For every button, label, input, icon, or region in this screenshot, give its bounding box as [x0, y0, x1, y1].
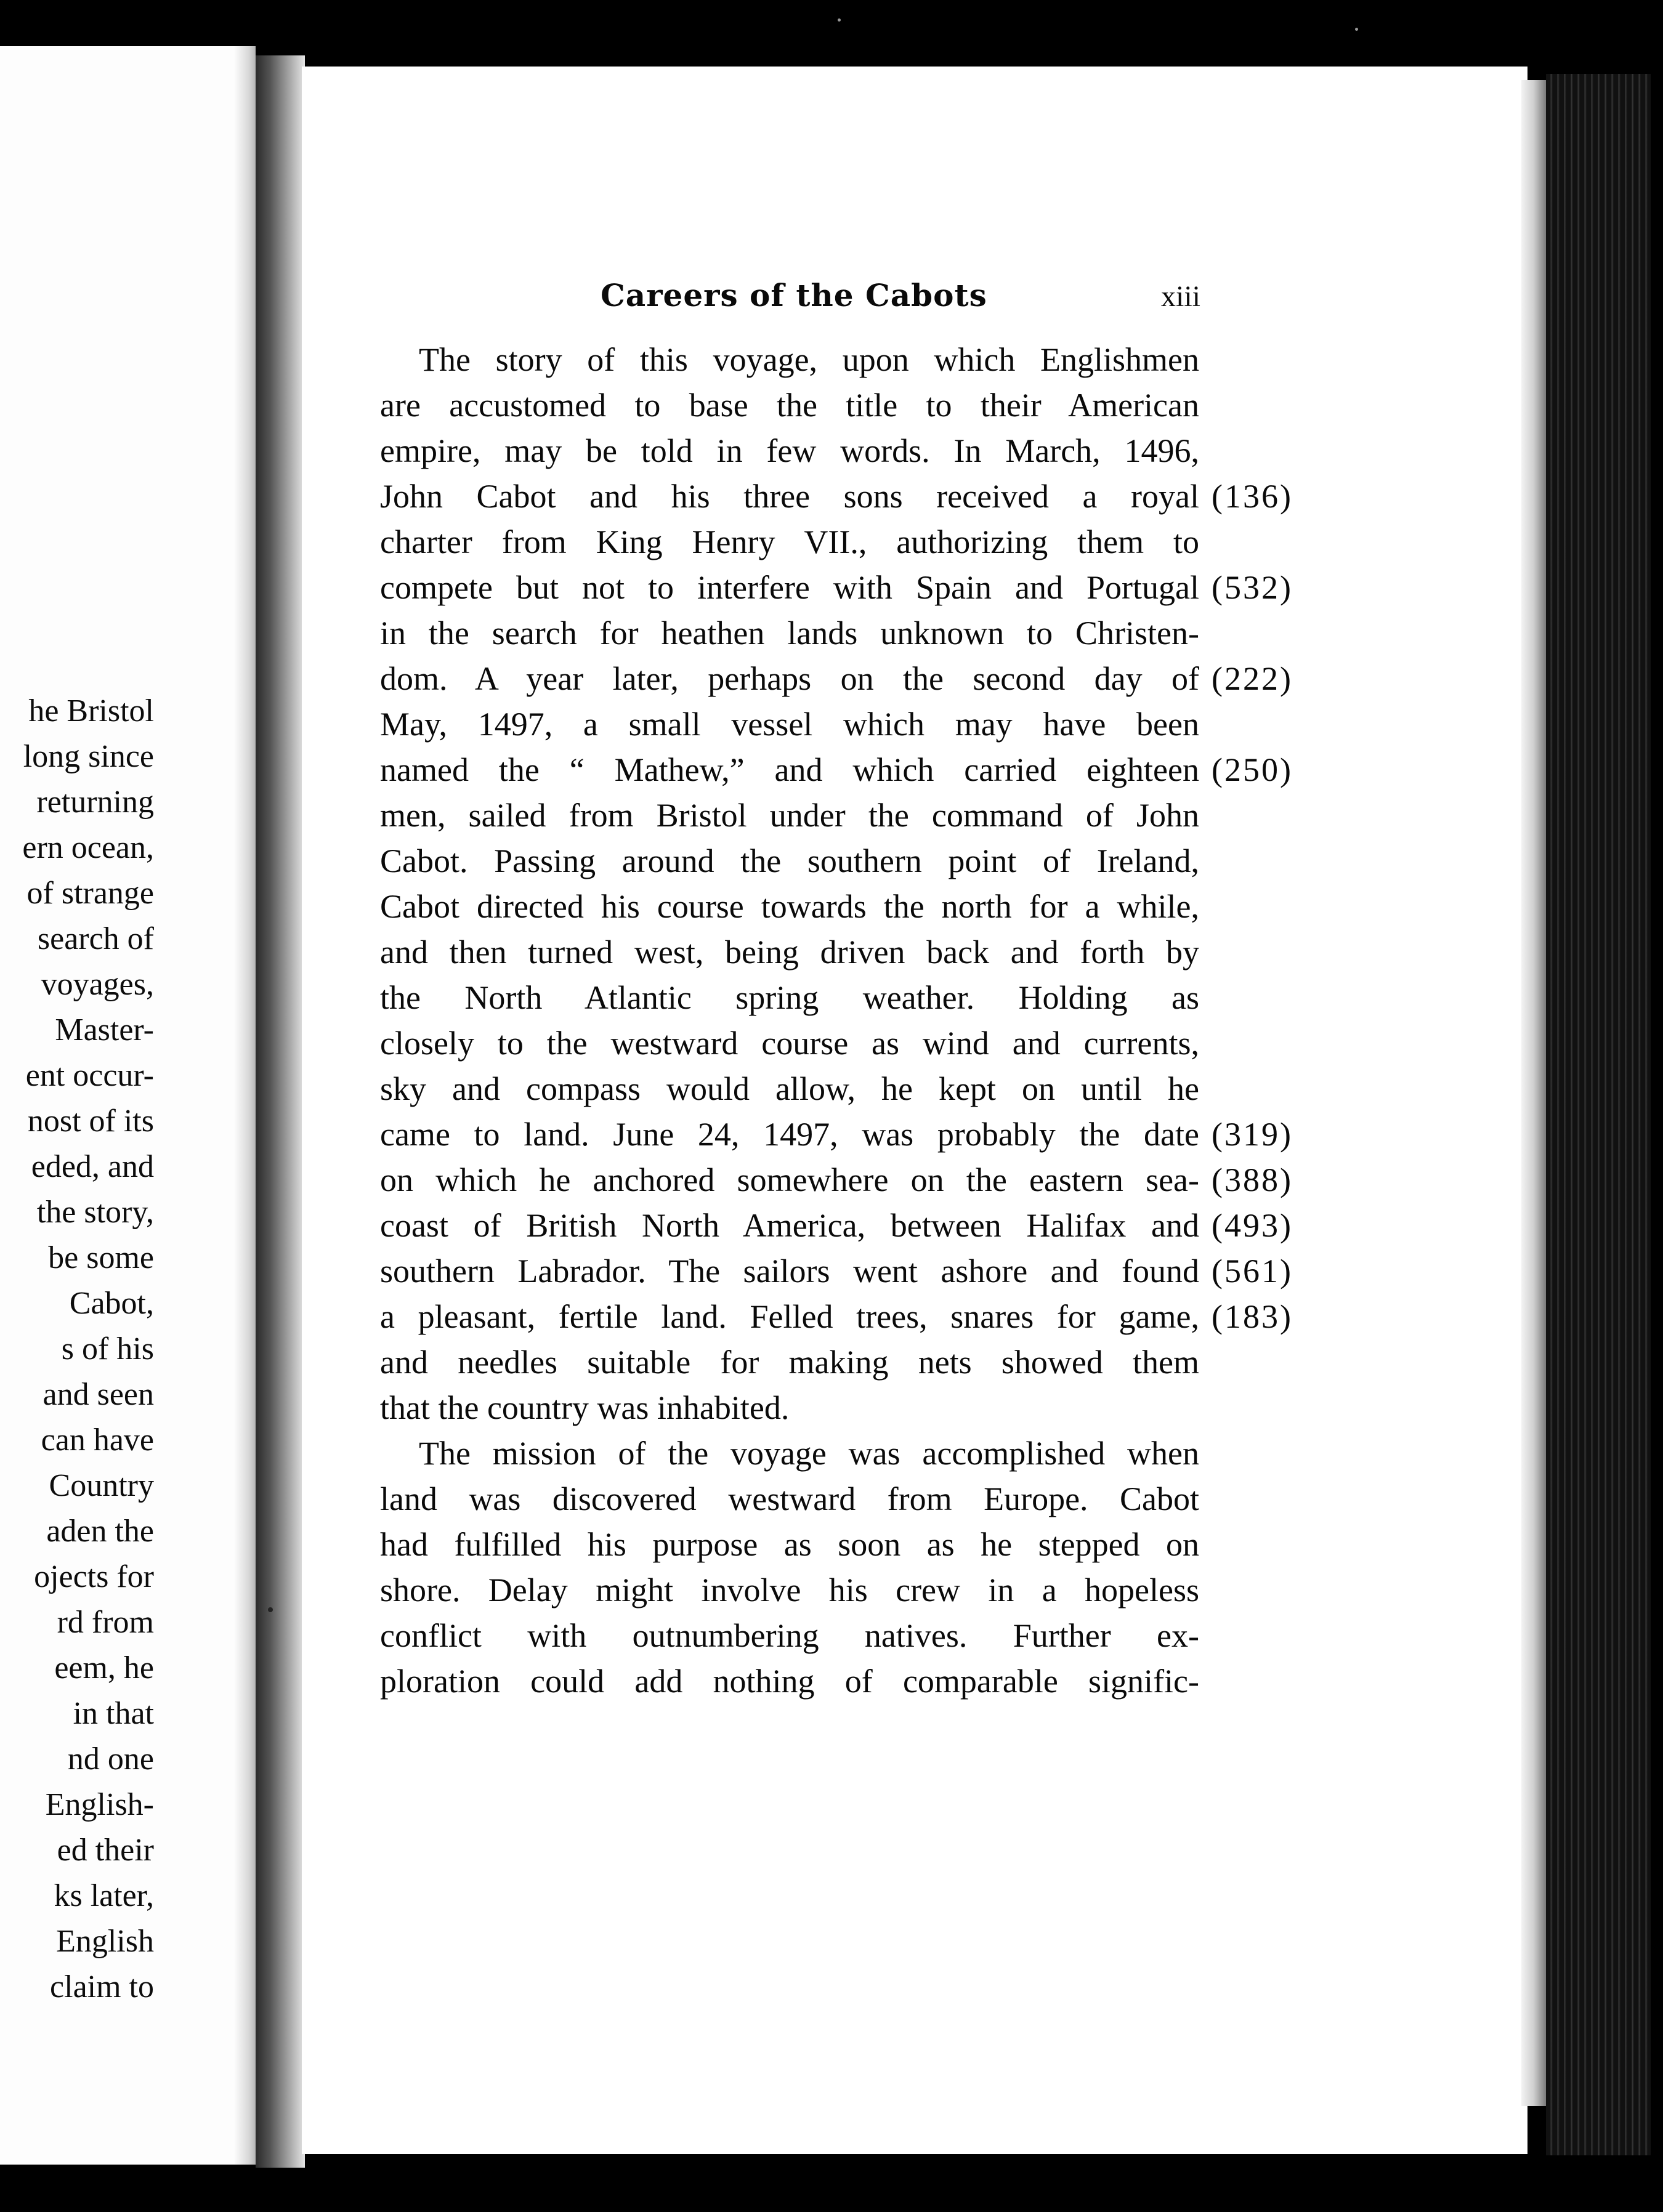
- margin-reference: (561): [1212, 1253, 1293, 1290]
- body-text-line: and needles suitable for making nets showed them: [380, 1344, 1199, 1381]
- left-page-line: aden the: [46, 1514, 154, 1549]
- margin-reference: (493): [1212, 1207, 1293, 1244]
- left-page-line: can have: [41, 1423, 154, 1458]
- body-text-line: ploration could add nothing of comparable signific-: [380, 1663, 1199, 1700]
- body-text-line: The story of this voyage, upon which Englishmen: [419, 341, 1199, 378]
- body-text-line: charter from King Henry VII., authorizing them to: [380, 523, 1199, 560]
- left-page-line: the story,: [36, 1195, 154, 1230]
- left-page-line: ern ocean,: [22, 830, 154, 865]
- left-page-shadow: [234, 46, 259, 2165]
- body-text-line: had fulfilled his purpose as soon as he stepped on: [380, 1526, 1199, 1563]
- left-page-line: English: [56, 1924, 154, 1959]
- body-text-line: compete but not to interfere with Spain and Portugal: [380, 569, 1199, 606]
- left-page-line: claim to: [50, 1969, 154, 2004]
- left-page-line: long since: [23, 739, 154, 774]
- scan-speck: [838, 18, 841, 22]
- body-text-line: men, sailed from Bristol under the command of John: [380, 797, 1199, 834]
- body-text-line: that the country was inhabited.: [380, 1389, 790, 1426]
- body-text-line: Cabot directed his course towards the north for a while,: [380, 888, 1199, 925]
- left-page-line: rd from: [57, 1605, 154, 1640]
- margin-reference: (319): [1212, 1116, 1293, 1153]
- body-text-line: a pleasant, fertile land. Felled trees, snares for game,: [380, 1298, 1199, 1335]
- left-page-line: ent occur-: [25, 1058, 154, 1093]
- scan-speck: [268, 1607, 273, 1612]
- body-text-line: May, 1497, a small vessel which may have been: [380, 706, 1199, 743]
- margin-reference: (222): [1212, 660, 1293, 697]
- margin-reference: (250): [1212, 751, 1293, 788]
- left-page-line: search of: [37, 921, 154, 956]
- left-page-line: ks later,: [54, 1878, 154, 1913]
- body-text-line: are accustomed to base the title to their American: [380, 387, 1199, 424]
- body-text-line: sky and compass would allow, he kept on until he: [380, 1070, 1199, 1107]
- body-text-line: coast of British North America, between Halifax and: [380, 1207, 1199, 1244]
- body-text-line: conflict with outnumbering natives. Further ex-: [380, 1617, 1199, 1654]
- page-number: xiii: [1161, 280, 1201, 313]
- left-page-line: ojects for: [34, 1559, 154, 1594]
- body-text-line: named the “ Mathew,” and which carried eighteen: [380, 751, 1199, 788]
- running-head-title: Careers of the Cabots: [601, 277, 987, 313]
- left-page-line: be some: [48, 1240, 154, 1275]
- book-gutter: [256, 55, 305, 2168]
- left-page-line: nost of its: [27, 1104, 154, 1139]
- left-page-line: Master-: [55, 1012, 154, 1047]
- body-text-line: land was discovered westward from Europe. Cabot: [380, 1480, 1199, 1517]
- left-page-line: voyages,: [41, 967, 154, 1002]
- body-text-line: came to land. June 24, 1497, was probably the date: [380, 1116, 1199, 1153]
- margin-reference: (388): [1212, 1161, 1293, 1198]
- body-text-line: John Cabot and his three sons received a royal: [380, 478, 1199, 515]
- margin-reference: (183): [1212, 1298, 1293, 1335]
- left-page-line: eem, he: [54, 1650, 154, 1685]
- body-text-line: southern Labrador. The sailors went ashore and found: [380, 1253, 1199, 1290]
- body-text-line: dom. A year later, perhaps on the second day of: [380, 660, 1199, 697]
- left-page-line: in that: [73, 1696, 154, 1731]
- body-text-line: closely to the westward course as wind and currents,: [380, 1025, 1199, 1062]
- left-page-line: s of his: [61, 1331, 154, 1366]
- left-page-line: eded, and: [31, 1149, 154, 1184]
- body-text-line: the North Atlantic spring weather. Holding as: [380, 979, 1199, 1016]
- left-page-line: returning: [36, 785, 154, 820]
- body-text-line: The mission of the voyage was accomplished when: [419, 1435, 1199, 1472]
- left-page-line: Country: [49, 1468, 154, 1503]
- right-page-edge: [1521, 80, 1546, 2106]
- left-page-line: of strange: [26, 876, 154, 911]
- left-page-line: nd one: [67, 1742, 154, 1777]
- body-text-line: and then turned west, being driven back and forth by: [380, 934, 1199, 971]
- left-page-line: Cabot,: [69, 1286, 154, 1321]
- left-page-line: and seen: [42, 1377, 154, 1412]
- right-page: [302, 67, 1527, 2154]
- margin-reference: (532): [1212, 569, 1293, 606]
- body-text-line: empire, may be told in few words. In March, 1496,: [380, 432, 1199, 469]
- body-text-line: on which he anchored somewhere on the eastern sea-: [380, 1161, 1199, 1198]
- body-text-line: shore. Delay might involve his crew in a hopeless: [380, 1572, 1199, 1609]
- body-text-line: in the search for heathen lands unknown to Christen-: [380, 615, 1199, 652]
- left-page: [0, 46, 256, 2165]
- book-page-edges: [1546, 74, 1651, 2155]
- left-page-line: ed their: [57, 1833, 154, 1868]
- body-text-line: Cabot. Passing around the southern point of Ireland,: [380, 842, 1199, 879]
- scan-speck: [1355, 28, 1358, 31]
- left-page-line: he Bristol: [28, 693, 154, 729]
- margin-reference: (136): [1212, 478, 1293, 515]
- left-page-line: English-: [45, 1787, 154, 1822]
